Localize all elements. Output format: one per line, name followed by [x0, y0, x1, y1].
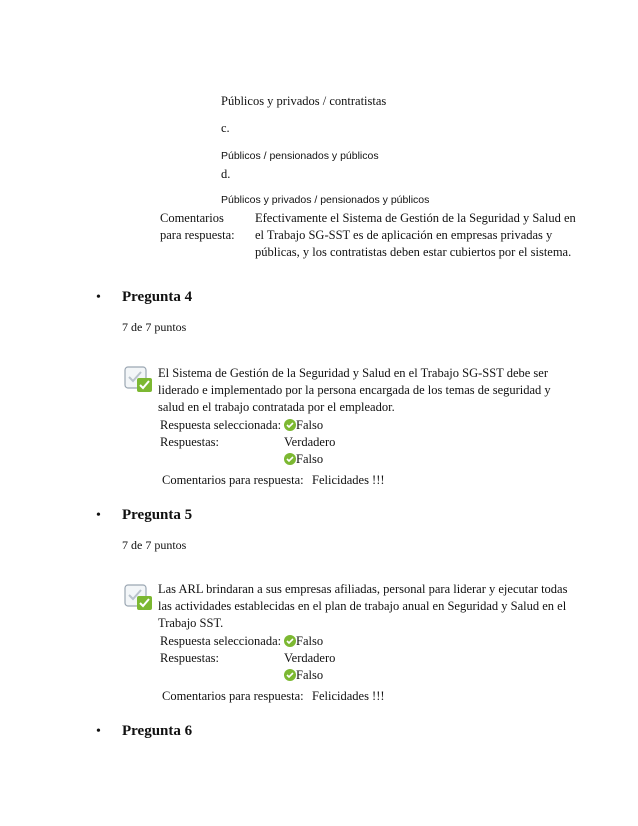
selected-answer-label: Respuesta seleccionada:: [160, 634, 282, 648]
q3-comments-text-2: el Trabajo SG-SST es de aplicación en empresas privadas y: [255, 228, 553, 242]
question-text-line-3: Trabajo SST.: [158, 616, 224, 630]
question-text-line-2: liderado e implementado por la persona encargada de los temas de seguridad y: [158, 383, 551, 397]
selected-answer-value: Falso: [296, 418, 324, 432]
correct-answer: [284, 668, 323, 683]
q3-comments-label-1: Comentarios: [160, 211, 224, 225]
correct-answer-value: Falso: [296, 452, 324, 466]
selected-answer: [284, 418, 323, 433]
comments-label: Comentarios para respuesta:: [162, 689, 304, 703]
answers-label: Respuestas:: [160, 435, 220, 449]
comments-value: Felicidades !!!: [312, 689, 385, 703]
question-title: Pregunta 5: [122, 507, 193, 523]
q3-comments-label-2: para respuesta:: [160, 228, 235, 242]
check-icon: [284, 453, 296, 465]
option-b-text: Públicos y privados / contratistas: [221, 94, 387, 108]
question-points: 7 de 7 puntos: [122, 320, 187, 334]
q3-comments-text-1: Efectivamente el Sistema de Gestión de la Seguridad y Salud en: [255, 211, 576, 225]
question-points: 7 de 7 puntos: [122, 538, 187, 552]
question-title: Pregunta 4: [122, 289, 193, 305]
correct-answer-icon: [124, 366, 154, 394]
answers-label: Respuestas:: [160, 651, 220, 665]
comments-label: Comentarios para respuesta:: [162, 473, 304, 487]
correct-answer-value: Falso: [296, 668, 324, 682]
question-text-line-1: El Sistema de Gestión de la Seguridad y Salud en el Trabajo SG-SST debe ser: [158, 366, 548, 380]
correct-answer-icon: [124, 584, 154, 612]
question-text-line-1: Las ARL brindaran a sus empresas afiliadas, personal para liderar y ejecutar todas: [158, 582, 568, 596]
question-text-line-3: salud en el trabajo contratada por el empleador.: [158, 400, 395, 414]
check-icon: [284, 669, 296, 681]
answer-option: Verdadero: [284, 435, 336, 449]
correct-answer: [284, 452, 323, 467]
option-c-text: Públicos / pensionados y públicos: [221, 150, 379, 162]
check-icon: [284, 635, 296, 647]
answer-option: Verdadero: [284, 651, 336, 665]
selected-answer: [284, 634, 323, 649]
option-c-label: c.: [221, 121, 230, 135]
bullet: •: [96, 508, 101, 523]
option-d-label: d.: [221, 167, 231, 181]
selected-answer-label: Respuesta seleccionada:: [160, 418, 282, 432]
q3-comments-text-3: públicas, y los contratistas deben estar cubiertos por el sistema.: [255, 245, 572, 259]
question-title: Pregunta 6: [122, 723, 193, 739]
bullet: •: [96, 290, 101, 305]
check-icon: [284, 419, 296, 431]
bullet: •: [96, 724, 101, 739]
option-d-text: Públicos y privados / pensionados y públicos: [221, 194, 430, 206]
selected-answer-value: Falso: [296, 634, 324, 648]
comments-value: Felicidades !!!: [312, 473, 385, 487]
question-text-line-2: las actividades establecidas en el plan de trabajo anual en Seguridad y Salud en el: [158, 599, 567, 613]
